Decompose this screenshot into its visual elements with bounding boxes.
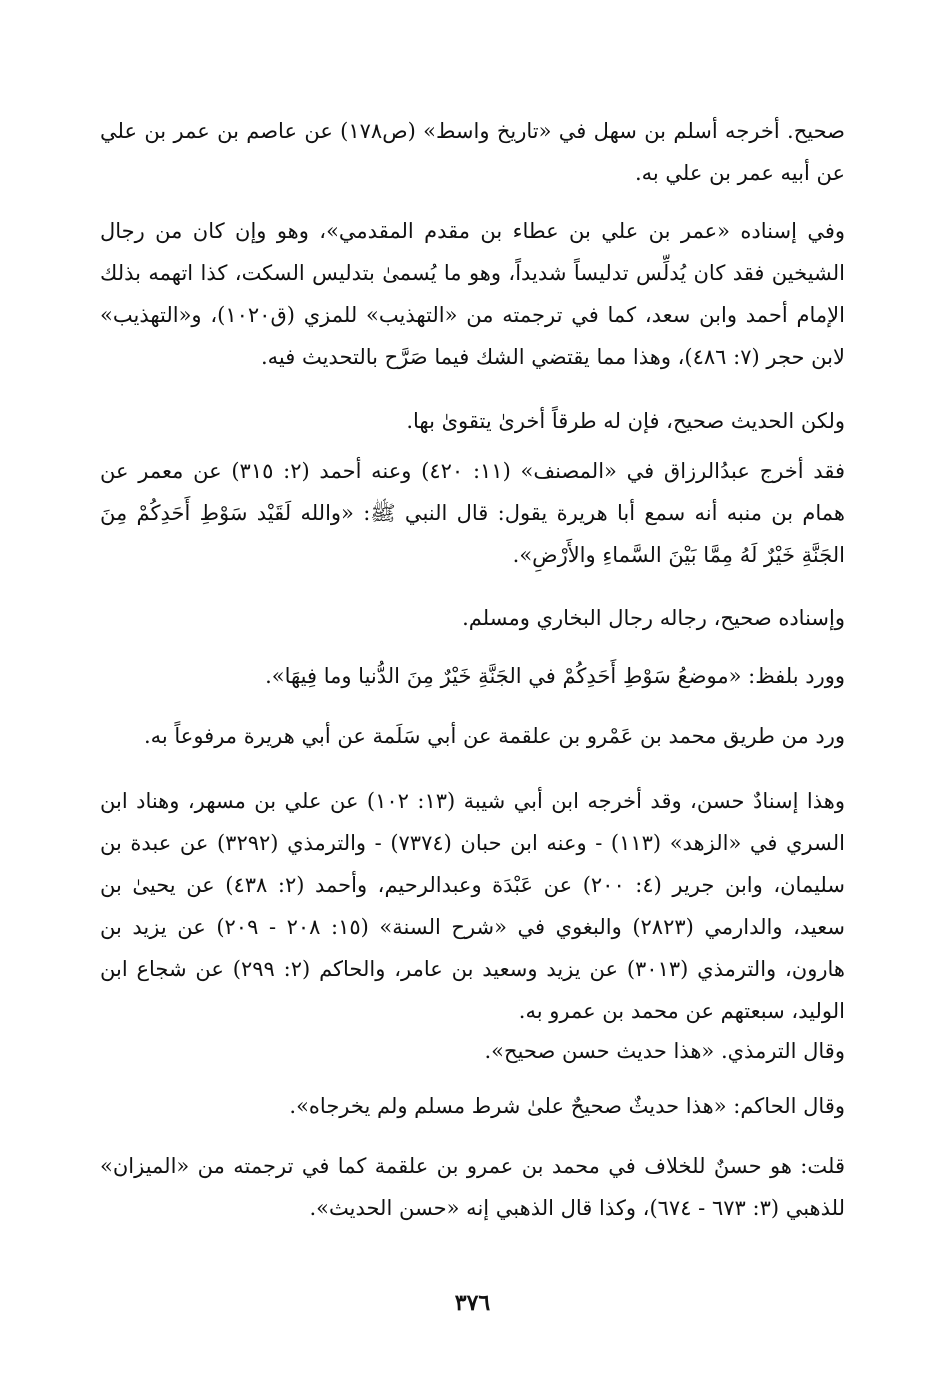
- page-number: ٣٧٦: [454, 1290, 491, 1316]
- paragraph-7: ورد من طريق محمد بن عَمْرو بن علقمة عن أبي سَلَمة عن أبي هريرة مرفوعاً به.: [143, 724, 845, 748]
- paragraph-9: وقال الترمذي. «هذا حديث حسن صحيح».: [484, 1039, 845, 1063]
- paragraph-6: وورد بلفظ: «موضعُ سَوْطِ أَحَدِكُمْ في الجَنَّةِ خَيْرٌ مِنَ الدُّنيا وما فِيهَا».: [265, 664, 845, 688]
- paragraph-11: قلت: هو حسنٌ للخلاف في محمد بن عمرو بن علقمة كما في ترجمته من «الميزان» للذهبي (٣: ٦٧٣ - ٦٧٤)، وكذا قال الذهبي إنه «حسن الحديث».: [100, 1154, 845, 1220]
- paragraph-4: فقد أخرج عبدُالرزاق في «المصنف» (١١: ٤٢٠) وعنه أحمد (٢: ٣١٥) عن معمر عن همام بن منبه أنه سمع أبا هريرة يقول: قال النبي ﷺ: «والله لَقَيْد سَوْطِ أَحَدِكُمْ مِنَ الجَنَّةِ خَيْرٌ لَهُ مِمَّا بَيْنَ السَّماءِ والأَرْضِ».: [100, 459, 845, 567]
- paragraph-8: وهذا إسنادٌ حسن، وقد أخرجه ابن أبي شيبة (١٣: ١٠٢) عن علي بن مسهر، وهناد ابن السري في «الزهد» (١١٣) - وعنه ابن حبان (٧٣٧٤) - والترمذي (٣٢٩٢) عن عبدة بن سليمان، وابن جرير (٤: ٢٠٠) عن عَبْدَة وعبدالرحيم، وأحمد (٢: ٤٣٨) عن يحيىٰ بن سعيد، والدارمي (٢٨٢٣) والبغوي في «شرح السنة» (١٥: ٢٠٨ - ٢٠٩) عن يزيد بن هارون، والترمذي (٣٠١٣) عن يزيد وسعيد بن عامر، والحاكم (٢: ٢٩٩) عن شجاع ابن الوليد، سبعتهم عن محمد بن عمرو به.: [100, 789, 845, 1023]
- paragraph-10: وقال الحاكم: «هذا حديثٌ صحيحٌ علىٰ شرط مسلم ولم يخرجاه».: [289, 1094, 845, 1118]
- paragraph-1: صحيح. أخرجه أسلم بن سهل في «تاريخ واسط» (ص١٧٨) عن عاصم بن عمر بن علي عن أبيه عمر بن علي به.: [100, 119, 845, 185]
- paragraph-3: ولكن الحديث صحيح، فإن له طرقاً أخرىٰ يتقوىٰ بها.: [406, 409, 845, 433]
- paragraph-2: وفي إسناده «عمر بن علي بن عطاء بن مقدم المقدمي»، وهو وإن كان من رجال الشيخين فقد كان يُدلِّس تدليساً شديداً، وهو ما يُسمىٰ بتدليس السكت، كذا اتهمه بذلك الإمام أحمد وابن سعد، كما في ترجمته من «التهذيب» للمزي (ق١٠٢٠)، و«التهذيب» لابن حجر (٧: ٤٨٦)، وهذا مما يقتضي الشك فيما صَرَّح بالتحديث فيه.: [100, 219, 845, 369]
- paragraph-5: وإسناده صحيح، رجاله رجال البخاري ومسلم.: [462, 606, 845, 630]
